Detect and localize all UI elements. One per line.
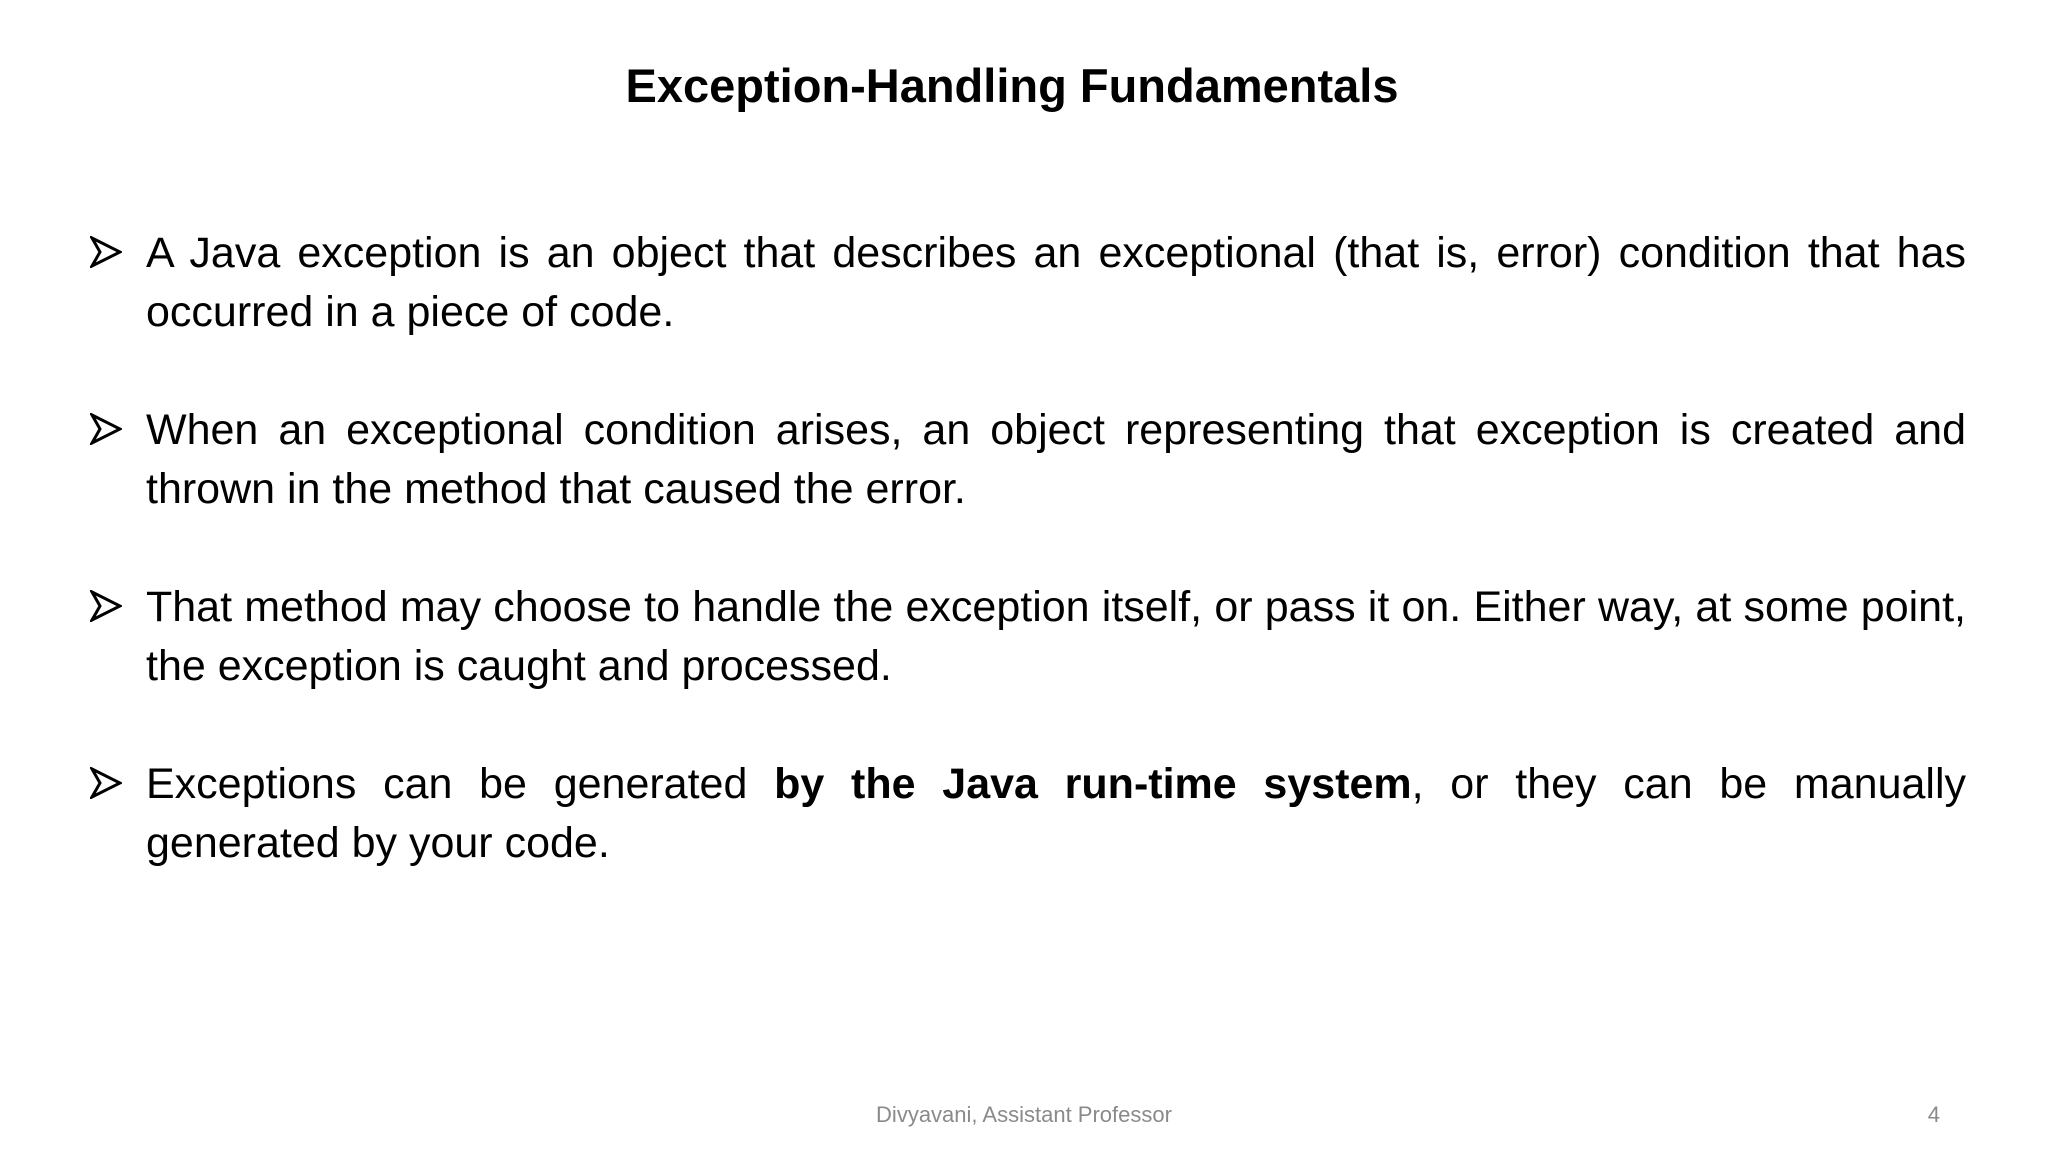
arrowhead-bullet-icon [90, 767, 122, 799]
page-number: 4 [1927, 1102, 1940, 1127]
bullet-text-after: , or they can be manually generated by your code. [146, 760, 1967, 867]
footer-author: Divyavani, Assistant Professor [876, 1102, 1172, 1127]
bullet-item [88, 578, 1966, 696]
bullet-text-bold: by the Java run-time system [774, 760, 1412, 808]
bullet-list [88, 224, 1966, 932]
bullet-item [88, 224, 1966, 342]
arrowhead-bullet-icon [90, 590, 122, 622]
bullet-text: When an exceptional condition arises, an object representing that exception is created and thrown in the method that caused the error. [146, 406, 1966, 513]
bullet-item [88, 755, 1966, 873]
slide-title: Exception-Handling Fundamentals [625, 59, 1399, 112]
arrowhead-bullet-icon [90, 413, 122, 445]
bullet-text-before: Exceptions can be generated [146, 760, 775, 808]
arrowhead-bullet-icon [90, 236, 122, 268]
bullet-text: That method may choose to handle the exception itself, or pass it on. Either way, at some point, the exception is caught and processed. [146, 583, 1966, 690]
bullet-item [88, 401, 1966, 519]
bullet-text: A Java exception is an object that describes an exceptional (that is, error) condition that has occurred in a piece of code. [146, 229, 1966, 336]
